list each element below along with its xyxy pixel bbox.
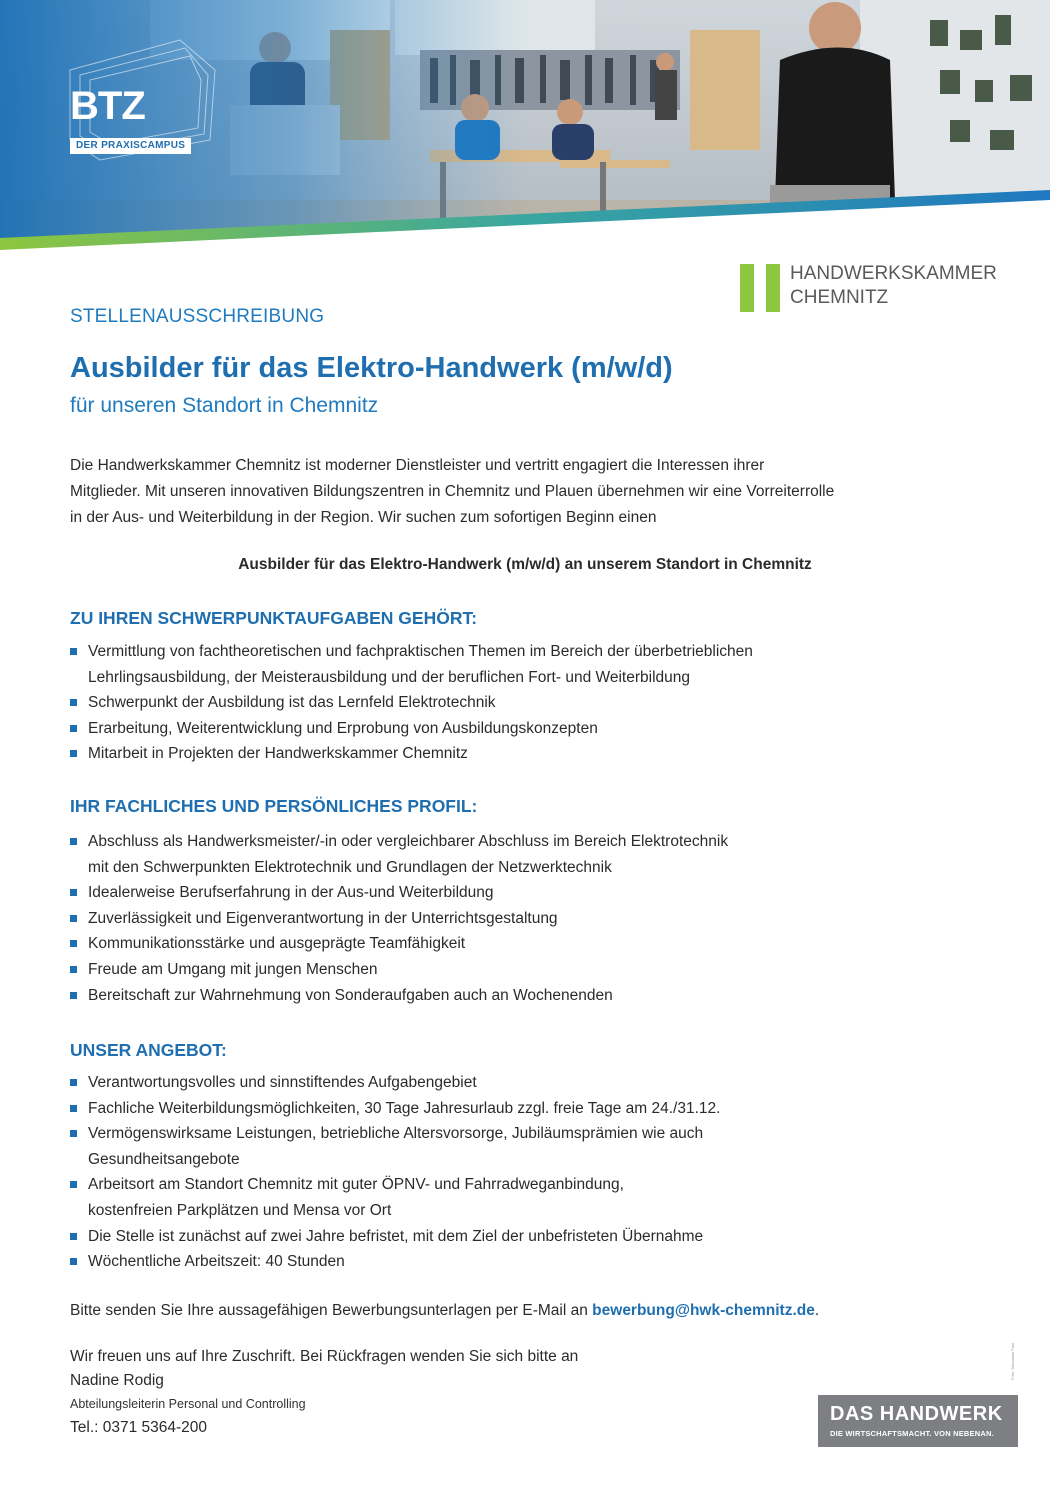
eyebrow-label: STELLENAUSSCHREIBUNG	[70, 306, 325, 327]
list-item-text: Erarbeitung, Weiterentwicklung und Erprobung von Ausbildungskonzepten	[88, 719, 598, 737]
list-item	[70, 1070, 970, 1096]
list-item	[70, 1121, 970, 1172]
apply-end: .	[814, 1302, 820, 1319]
tasks-list	[70, 639, 970, 767]
list-item-text: Schwerpunkt der Ausbildung ist das Lernfeld Elektrotechnik	[88, 694, 496, 712]
page-title: Ausbilder für das Elektro-Handwerk (m/w/d)	[70, 352, 673, 384]
section-heading-offer: UNSER ANGEBOT:	[70, 1040, 227, 1060]
list-item	[70, 716, 970, 742]
btz-tagline: DER PRAXISCAMPUS	[70, 138, 191, 154]
list-item-text: Die Stelle ist zunächst auf zwei Jahre befristet, mit dem Ziel der unbefristeten Übernahme	[88, 1227, 704, 1245]
hwk-name-line1: HANDWERKSKAMMER	[790, 263, 997, 284]
list-item-text: Freude am Umgang mit jungen Menschen	[88, 960, 378, 978]
contact-phone: Tel.: 0371 5364-200	[70, 1419, 208, 1436]
btz-logo	[70, 62, 210, 154]
hwk-name	[790, 262, 997, 310]
header-photo	[0, 0, 1050, 272]
btz-logo-letters: BTZ	[70, 84, 145, 128]
contact-name: Nadine Rodig	[70, 1372, 164, 1389]
list-item-text: Zuverlässigkeit und Eigenverantwortung in der Unterrichtsgestaltung	[88, 909, 558, 927]
list-item-text: Kommunikationsstärke und ausgeprägte Teamfähigkeit	[88, 935, 466, 953]
list-item	[70, 983, 970, 1009]
list-item	[70, 957, 970, 983]
list-item-text: Abschluss als Handwerksmeister/-in oder vergleichbarer Abschluss im Bereich Elektrotechnik	[88, 833, 729, 850]
list-item	[70, 690, 970, 716]
intro-paragraph	[70, 453, 990, 531]
hwk-logo	[740, 262, 1030, 312]
intro-line: Die Handwerkskammer Chemnitz ist moderner Dienstleister und vertritt engagiert die Interessen ihrer	[70, 457, 765, 474]
contact-role: Abteilungsleiterin Personal und Controlling	[70, 1397, 306, 1411]
badge-main-text: DAS HANDWERK	[830, 1403, 1003, 1425]
position-line: Ausbilder für das Elektro-Handwerk (m/w/d) an unserem Standort in Chemnitz	[238, 556, 812, 573]
list-item-text: Bereitschaft zur Wahrnehmung von Sonderaufgaben auch an Wochenenden	[88, 986, 613, 1004]
list-item	[70, 829, 970, 880]
list-item	[70, 1249, 970, 1275]
list-item-text: Arbeitsort am Standort Chemnitz mit guter ÖPNV- und Fahrradweganbindung,	[88, 1176, 624, 1194]
page-subtitle: für unseren Standort in Chemnitz	[70, 394, 379, 417]
list-item-text: Lehrlingsausbildung, der Meisterausbildung und der beruflichen Fort- und Weiterbildung	[88, 668, 690, 686]
intro-line: in der Aus- und Weiterbildung in der Region. Wir suchen zum sofortigen Beginn einen	[70, 509, 657, 526]
list-item	[70, 906, 970, 932]
email-link[interactable]: bewerbung@hwk-chemnitz.de	[592, 1302, 815, 1319]
list-item-text: Wöchentliche Arbeitszeit: 40 Stunden	[88, 1253, 345, 1271]
list-item	[70, 1224, 970, 1250]
section-heading-profile: IHR FACHLICHES UND PERSÖNLICHES PROFIL:	[70, 796, 478, 816]
list-item-text: Verantwortungsvolles und sinnstiftendes Aufgabengebiet	[88, 1074, 477, 1091]
list-item-text: Vermittlung von fachtheoretischen und fachpraktischen Themen im Bereich der überbetrieblichen	[88, 643, 753, 660]
list-item-text: Fachliche Weiterbildungsmöglichkeiten, 30 Tage Jahresurlaub zzgl. freie Tage am 24./31.12.	[88, 1099, 721, 1117]
list-item-text: Mitarbeit in Projekten der Handwerkskammer Chemnitz	[88, 745, 468, 763]
hwk-name-line2: CHEMNITZ	[790, 287, 889, 308]
greeting-line: Wir freuen uns auf Ihre Zuschrift. Bei Rückfragen wenden Sie sich bitte an	[70, 1348, 579, 1365]
list-item	[70, 880, 970, 906]
list-item-text: Idealerweise Berufserfahrung in der Aus-und Weiterbildung	[88, 884, 494, 902]
apply-text: Bitte senden Sie Ihre aussagefähigen Bewerbungsunterlagen per E-Mail an	[70, 1302, 593, 1319]
list-item	[70, 741, 970, 767]
list-item	[70, 931, 970, 957]
badge-sub-text: DIE WIRTSCHAFTSMACHT. VON NEBENAN.	[830, 1429, 994, 1438]
section-heading-tasks: ZU IHREN SCHWERPUNKTAUFGABEN GEHÖRT:	[70, 608, 478, 628]
intro-line: Mitglieder. Mit unseren innovativen Bildungszentren in Chemnitz und Plauen übernehmen wir eine Vorreiterrolle	[70, 483, 835, 500]
list-item-text: Vermögenswirksame Leistungen, betriebliche Altersvorsorge, Jubiläumsprämien wie auch	[88, 1125, 704, 1143]
offer-list	[70, 1070, 970, 1275]
das-handwerk-badge	[818, 1395, 1018, 1447]
list-item-text: kostenfreien Parkplätzen und Mensa vor Ort	[88, 1201, 392, 1219]
list-item-text: Gesundheitsangebote	[88, 1150, 240, 1168]
apply-line	[70, 1302, 819, 1320]
hwk-mark-icon	[740, 264, 780, 312]
list-item	[70, 1172, 970, 1223]
profile-list	[70, 829, 970, 1008]
list-item	[70, 1096, 970, 1122]
list-item-text: mit den Schwerpunkten Elektrotechnik und Grundlagen der Netzwerktechnik	[88, 858, 612, 876]
photo-credit: Foto: Sebastian Paul	[1010, 1342, 1015, 1380]
list-item	[70, 639, 970, 690]
